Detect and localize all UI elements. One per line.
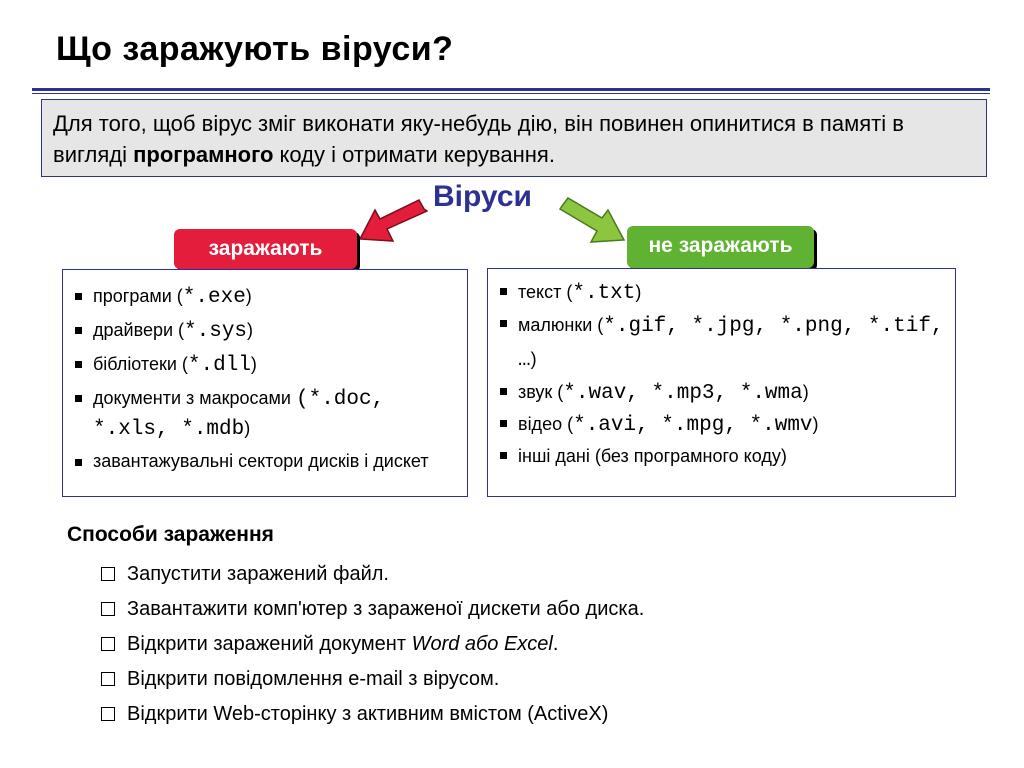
intro-bold: програмного <box>133 142 274 167</box>
not-infected-files-box <box>487 268 956 497</box>
intro-text-before: Для того, щоб вірус зміг виконати яку-небудь дію, він повинен опинитися в памяті в вигляді <box>53 111 904 167</box>
list-item: бібліотеки (*.dll) <box>73 350 459 380</box>
title-divider <box>32 88 990 91</box>
red-arrow-icon <box>356 198 428 246</box>
not-infected-list <box>498 277 947 471</box>
list-item: Завантажити комп'ютер з зараженої дискети або диска. <box>99 595 644 630</box>
no-infect-badge: не заражають <box>627 226 814 268</box>
list-item: відео (*.avi, *.mpg, *.wmv) <box>498 409 947 441</box>
list-item: інші дані (без програмного коду) <box>498 441 947 471</box>
green-arrow-icon <box>558 196 630 246</box>
list-item: Відкрити заражений документ Word або Excel. <box>99 630 644 665</box>
list-item: Запустити заражений файл. <box>99 560 644 595</box>
list-item: звук (*.wav, *.mp3, *.wma) <box>498 377 947 409</box>
infected-list <box>73 282 459 474</box>
ways-title: Способи зараження <box>67 523 274 546</box>
infected-files-box <box>62 269 468 497</box>
viruses-heading: Віруси <box>433 180 532 213</box>
page-title: Що заражують віруси? <box>56 30 454 68</box>
list-item: програми (*.exe) <box>73 282 459 312</box>
ways-list <box>99 560 644 735</box>
list-item: Відкрити Web-сторінку з активним вмістом (ActiveX) <box>99 700 644 735</box>
list-item: документи з макросами (*.doc, *.xls, *.mdb) <box>73 384 459 444</box>
infect-badge: заражають <box>174 229 357 269</box>
list-item: текст (*.txt) <box>498 277 947 309</box>
list-item: завантажувальні сектори дисків і дискет <box>73 448 459 474</box>
intro-box <box>41 99 987 177</box>
list-item: драйвери (*.sys) <box>73 316 459 346</box>
list-item: Відкрити повідомлення e-mail з вірусом. <box>99 665 644 700</box>
list-item: малюнки (*.gif, *.jpg, *.png, *.tif, …) <box>498 309 947 377</box>
intro-text-after: коду і отримати керування. <box>273 142 555 167</box>
